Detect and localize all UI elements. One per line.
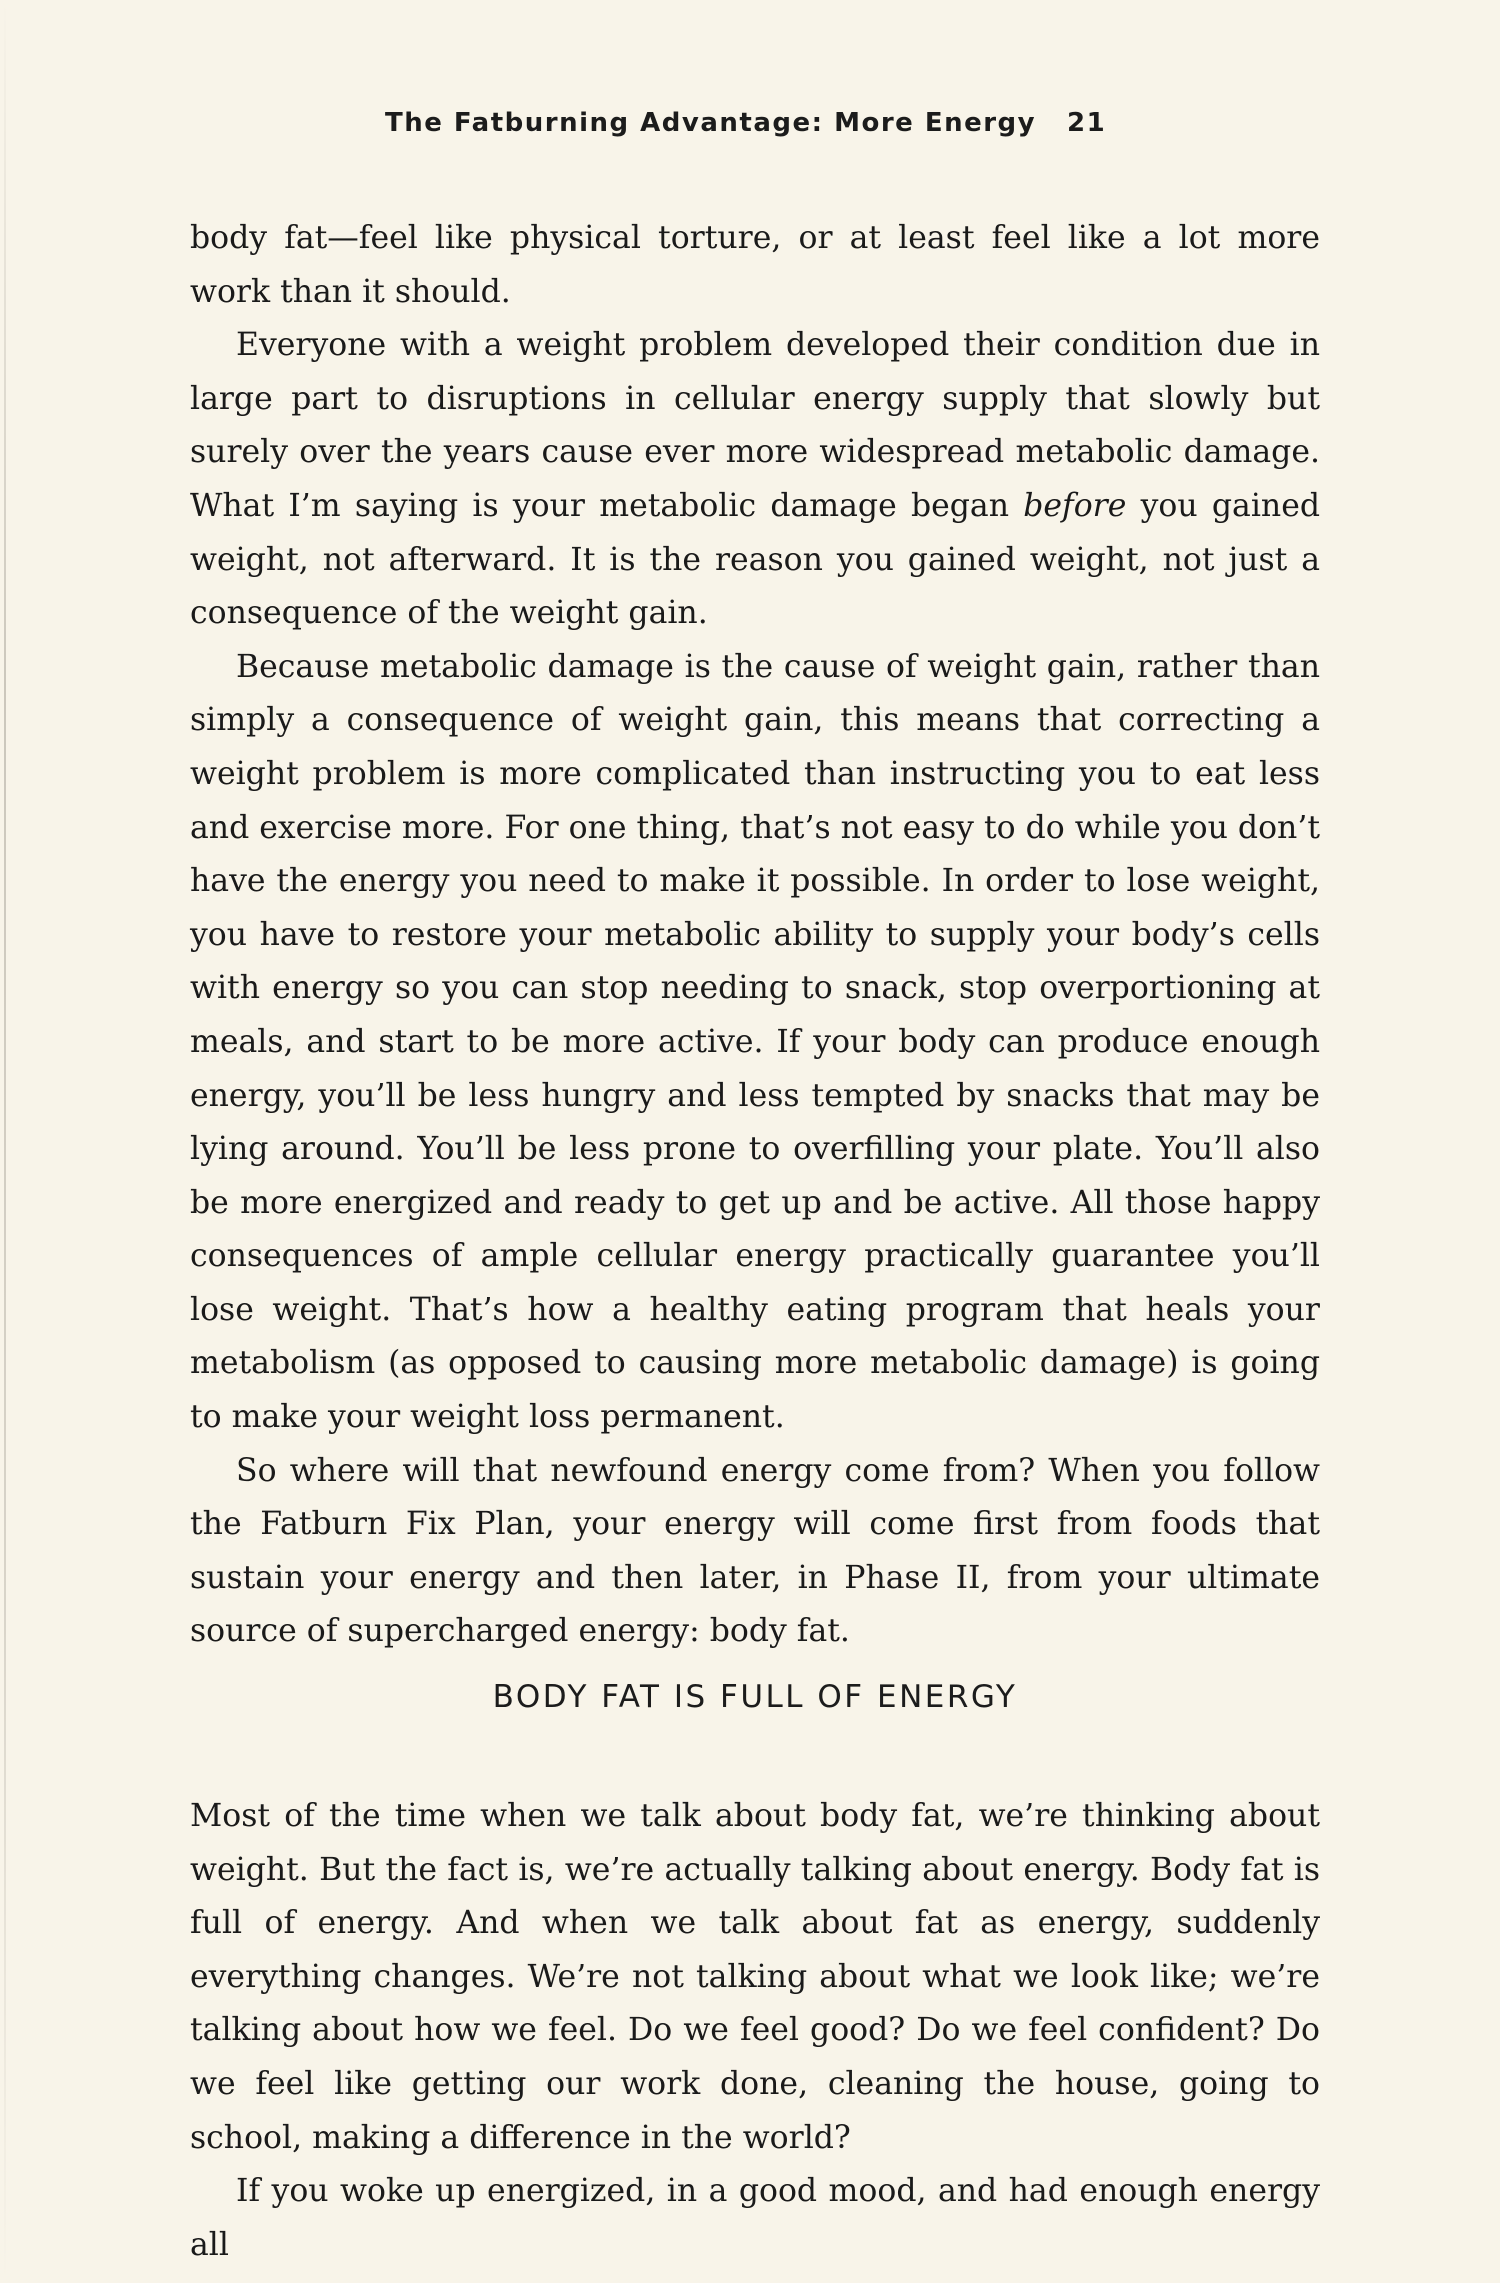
paragraph: body fat—feel like physical torture, or at least feel like a lot more work than it should. (190, 220, 1320, 310)
page-number: 21 (1067, 108, 1107, 138)
body-text (190, 212, 1320, 1659)
paragraph-text: you gained weight, not afterward. It is the reason you gained weight, not just a consequence of the weight gain. (190, 487, 1321, 632)
page-gutter-shadow (4, 0, 6, 2283)
paragraph (190, 319, 1320, 641)
section-body-text (190, 1790, 1320, 2272)
paragraph: Because metabolic damage is the cause of weight gain, rather than simply a consequence of weight gain, this means that correcting a weight problem is more complicated than instructing you to eat less and exercise more. For one thing, that’s not easy to do while you don’t have the energy you need to make it possible. In order to lose weight, you have to restore your metabolic ability to supply your body’s cells with energy so you can stop needing to snack, stop overportioning at meals, and start to be more active. If your body can produce enough energy, you’ll be less hungry and less tempted by snacks that may be lying around. You’ll be less prone to overfilling your plate. You’ll also be more energized and ready to get up and be active. All those happy consequences of ample cellular energy practically guarantee you’ll lose weight. That’s how a healthy eating program that heals your metabolism (as opposed to causing more metabolic damage) is going to make your weight loss permanent. (190, 648, 1320, 1436)
emphasis-text: before (1023, 487, 1127, 524)
paragraph: Most of the time when we talk about body fat, we’re thinking about weight. But the fact is, we’re actually talking about energy. Body fat is full of energy. And when we talk about fat as energy, suddenly everything changes. We’re not talking about what we look like; we’re talking about how we feel. Do we feel good? Do we feel confident? Do we feel like getting our work done, cleaning the house, going to school, making a difference in the world? (190, 1798, 1320, 2156)
paragraph-text: Everyone with a weight problem developed their condition due in large part to disruptions in cellular energy supply that slowly but surely over the years cause ever more widespread metabolic damage. What I’m saying is your metabolic damage began (190, 327, 1320, 524)
paragraph: If you woke up energized, in a good mood, and had enough energy all (190, 2173, 1320, 2263)
running-head (190, 108, 1320, 148)
section-heading: BODY FAT IS FULL OF ENERGY (492, 1679, 1018, 1715)
running-head-title: The Fatburning Advantage: More Energy (385, 108, 1037, 138)
paragraph: So where will that newfound energy come from? When you follow the Fatburn Fix Plan, your energy will come first from foods that sustain your energy and then later, in Phase II, from your ultimate source of supercharged energy: body fat. (190, 1452, 1320, 1650)
